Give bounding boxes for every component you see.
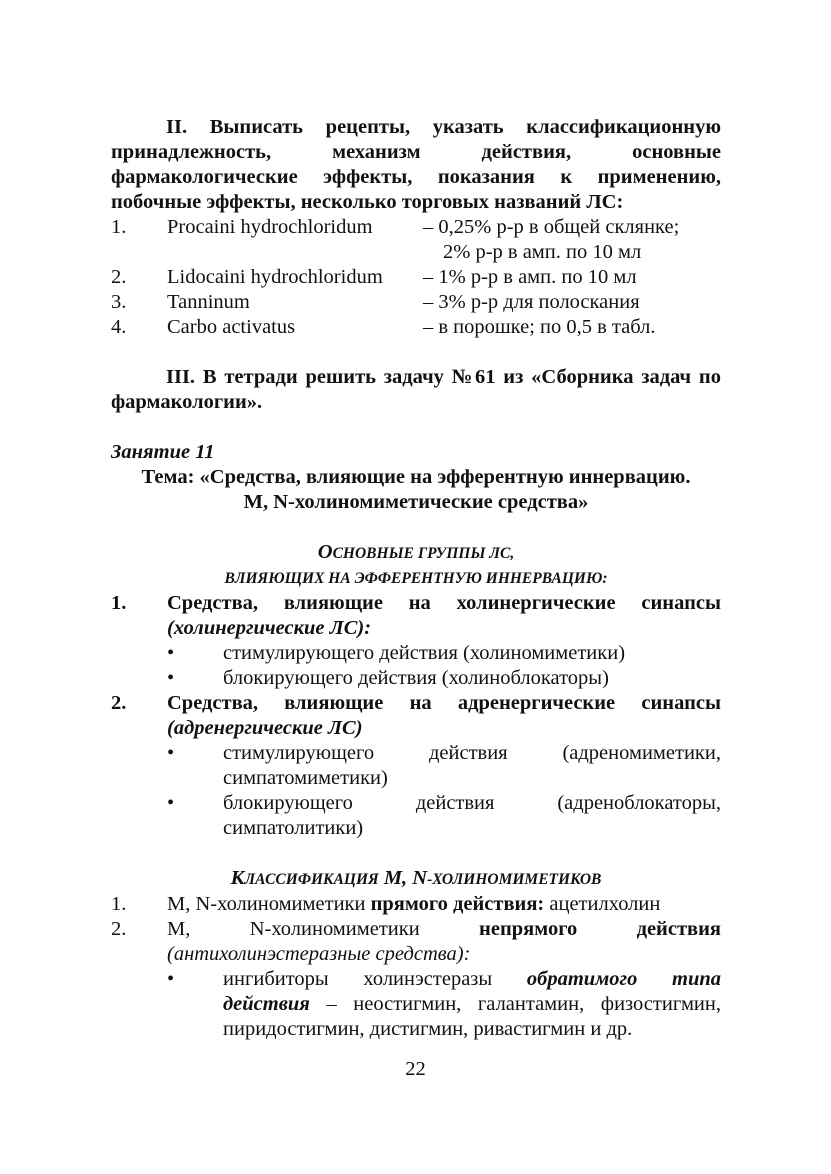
bullet-text — [223, 967, 721, 1042]
bullet-text: стимулирующего действия (холиномиметики) — [223, 642, 626, 664]
classification-number: 1. — [111, 893, 127, 915]
section-2-heading: II. Выписать рецепты, указать классификационную принадлежность, механизм действия, основные фармакологические эффекты, показания к применению, побочные эффекты, несколько торговых названий ЛС: — [111, 116, 721, 213]
classification-text: M, N-холиномиметики — [167, 893, 366, 915]
groups-title-line-1 — [111, 540, 721, 566]
bullet-text: блокирующего действия (адреноблокаторы, симпатолитики) — [223, 792, 721, 839]
document-page — [111, 115, 721, 1042]
classification-item — [111, 917, 721, 967]
groups-title-rest: СНОВНЫЕ ГРУППЫ ЛС, — [332, 545, 515, 562]
prescription-number: 2. — [111, 266, 127, 288]
lesson-topic-line-2: M, N-холиномиметические средства» — [243, 491, 589, 513]
prescription-name: Procaini hydrochloridum — [167, 216, 373, 238]
section-3-heading: III. В тетради решить задачу №61 из «Сборника задач по фармакологии». — [111, 366, 721, 413]
classification-bold: прямого действия: — [370, 893, 545, 915]
classification-post: ацетилхолин — [549, 893, 661, 915]
group-number: 2. — [111, 692, 127, 714]
prescription-dose: – 3% р-р для полоскания — [423, 291, 640, 313]
prescription-dose: – 0,25% р-р в общей склянке; — [423, 216, 680, 238]
group-item — [111, 591, 721, 641]
groups-title-line-2: ВЛИЯЮЩИХ НА ЭФФЕРЕНТНУЮ ИННЕРВАЦИЮ: — [224, 570, 608, 587]
prescription-name: Lidocaini hydrochloridum — [167, 266, 383, 288]
bullet-text: стимулирующего действия (адреномиметики, симпатомиметики) — [223, 742, 721, 789]
group-title-italic: (холинергические ЛС): — [167, 617, 372, 639]
lesson-label: Занятие 11 — [111, 441, 215, 463]
bullet-icon: • — [167, 968, 175, 990]
group-title: Средства, влияющие на адренергические синапсы — [167, 692, 721, 714]
group-title: Средства, влияющие на холинергические синапсы — [167, 592, 721, 614]
bullet-item — [167, 791, 721, 841]
prescription-item — [111, 315, 721, 340]
bullet-pre: ингибиторы холинэстеразы — [223, 968, 493, 990]
bullet-item — [167, 641, 721, 666]
bullet-icon: • — [167, 742, 175, 764]
bullet-icon: • — [167, 667, 175, 689]
classification-title — [111, 866, 721, 892]
bullet-post: – неостигмин, галантамин, физостигмин, пиридостигмин, дистигмин, ривастигмин и др. — [223, 993, 721, 1040]
prescription-list — [111, 215, 721, 340]
classification-italic: (антихолинэстеразные средства): — [167, 943, 471, 965]
prescription-dose-continued: 2% р-р в амп. по 10 мл — [443, 241, 642, 263]
lesson-topic-line-1: Тема: «Средства, влияющие на эфферентную иннервацию. — [141, 466, 691, 488]
group-item — [111, 691, 721, 741]
prescription-dose: – 1% р-р в амп. по 10 мл — [423, 266, 637, 288]
bullet-item — [167, 666, 721, 691]
classification-title-mn: M, N — [383, 867, 428, 889]
bullet-emphasis: обратимого типа действия — [223, 968, 722, 1015]
classification-text: M, N-холиномиметики — [167, 918, 420, 940]
prescription-number: 3. — [111, 291, 127, 313]
classification-title-initial: К — [230, 867, 245, 889]
group-number: 1. — [111, 592, 127, 614]
bullet-item — [167, 967, 721, 1042]
bullet-text: блокирующего действия (холиноблокаторы) — [223, 667, 609, 689]
classification-title-mid: ЛАССИФИКАЦИЯ — [244, 871, 379, 888]
prescription-name: Carbo activatus — [167, 316, 296, 338]
prescription-dose: – в порошке; по 0,5 в табл. — [423, 316, 656, 338]
classification-bold: непрямого действия — [479, 918, 721, 940]
prescription-item — [111, 290, 721, 315]
classification-item — [111, 892, 721, 917]
prescription-number: 4. — [111, 316, 127, 338]
prescription-item — [111, 215, 721, 240]
classification-number: 2. — [111, 918, 127, 940]
classification-title-rest: -ХОЛИНОМИМЕТИКОВ — [427, 871, 602, 888]
group-title-italic: (адренергические ЛС) — [167, 717, 363, 739]
prescription-item — [111, 265, 721, 290]
bullet-item — [167, 741, 721, 791]
page-number: 22 — [405, 1058, 426, 1080]
bullet-icon: • — [167, 792, 175, 814]
prescription-name: Tanninum — [167, 291, 250, 313]
prescription-number: 1. — [111, 216, 127, 238]
bullet-icon: • — [167, 642, 175, 664]
groups-title-initial: О — [317, 541, 333, 563]
